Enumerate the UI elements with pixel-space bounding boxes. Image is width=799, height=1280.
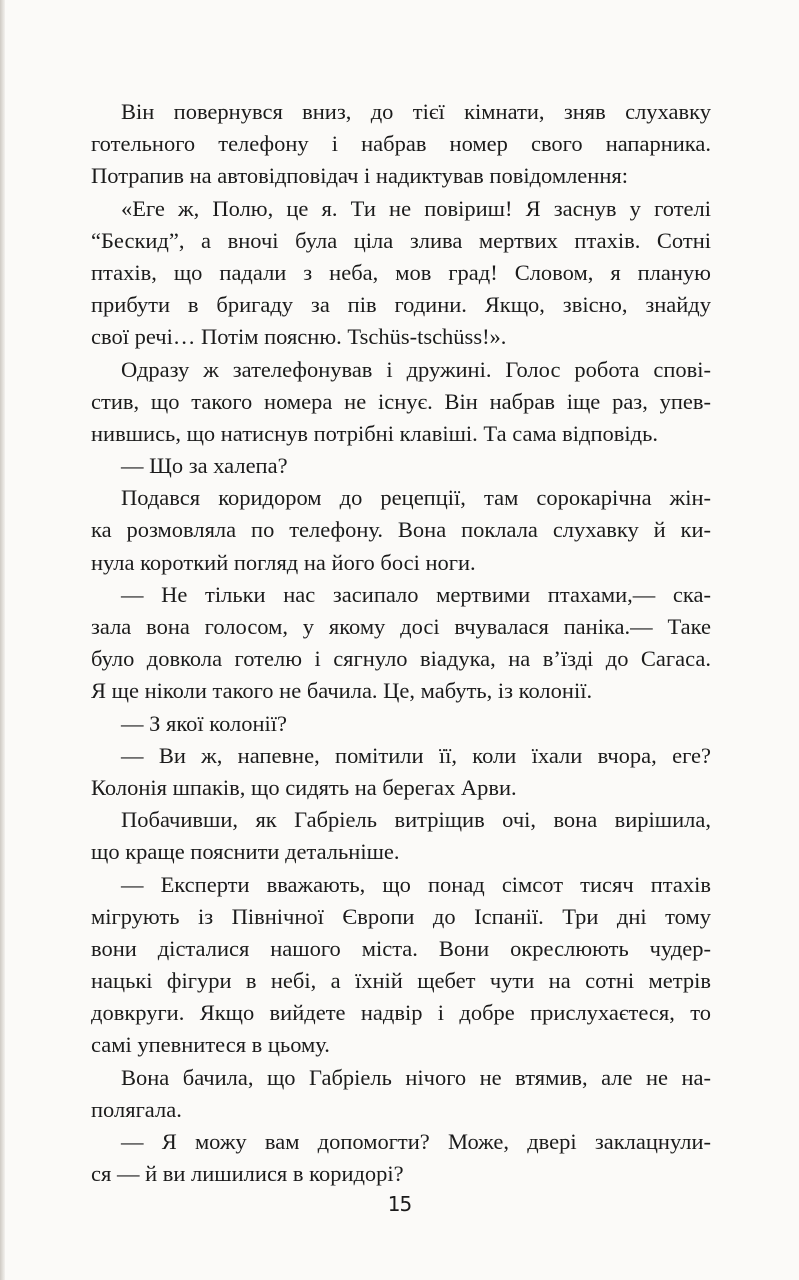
text-line: Він повернувся вниз, до тієї кімнати, зняв слухавку [121, 99, 711, 124]
text-line: ся — й ви лишилися в коридорі? [91, 1161, 404, 1187]
text-line: “Бескид”, а вночі була ціла злива мертвих птахів. Сотні [91, 227, 711, 253]
text-line: стив, що такого номера не існує. Він набрав іще раз, упев- [91, 388, 711, 414]
text-line: — Експерти вважають, що понад сімсот тисяч птахів [121, 871, 711, 897]
text-line: мігрують із Північної Європи до Іспанії. Три дні тому [91, 903, 711, 929]
text-line: «Еге ж, Полю, це я. Ти не повіриш! Я заснув у готелі [121, 195, 711, 221]
page-number: 15 [387, 1192, 412, 1216]
text-line: довкруги. Якщо вийдете надвір і добре прислухаєтеся, то [91, 1000, 711, 1026]
text-line: Подався коридором до рецепції, там сорокарічна жін- [121, 485, 711, 511]
text-line: було довкола готелю і сягнуло віадука, на в’їзді до Сагаса. [91, 646, 711, 672]
text-line: Колонія шпаків, що сидять на берегах Арви. [91, 774, 517, 800]
text-line: нацькі фігури в небі, а їхній щебет чути на сотні метрів [91, 968, 711, 994]
text-line: нула короткий погляд на його босі ноги. [91, 549, 476, 575]
page-binding-edge [0, 0, 5, 1280]
text-line: самі упевнитеся в цьому. [91, 1032, 330, 1058]
text-line: зала вона голосом, у якому досі вчувалася паніка.— Таке [91, 614, 711, 639]
text-line: — Не тільки нас засипало мертвими птахами,— ска- [121, 581, 711, 607]
text-line: що краще пояснити детальніше. [91, 839, 400, 865]
text-line: готельного телефону і набрав номер свого напарника. [91, 131, 711, 157]
text-line: Одразу ж зателефонував і дружині. Голос робота спові- [121, 356, 711, 382]
text-line: — Я можу вам допомогти? Може, двері заклацнули- [121, 1129, 711, 1154]
text-line: Потрапив на автовідповідач і надиктував повідомлення: [91, 163, 628, 189]
text-line: — Ви ж, напевне, помітили її, коли їхали вчора, еге? [121, 742, 711, 768]
text-line: птахів, що падали з неба, мов град! Словом, я планую [91, 259, 711, 285]
body-text [91, 96, 711, 1190]
text-line: нившись, що натиснув потрібні клавіші. Та сама відповідь. [91, 420, 658, 446]
text-line: Побачивши, як Габріель витріщив очі, вона вирішила, [121, 807, 711, 833]
text-line: прибути в бригаду за пів години. Якщо, звісно, знайду [91, 292, 711, 318]
text-line: ка розмовляла по телефону. Вона поклала слухавку й ки- [91, 517, 711, 543]
text-line: — З якої колонії? [121, 710, 288, 736]
text-line: — Що за халепа? [121, 453, 288, 479]
text-line: Вона бачила, що Габріель нічого не втямив, але не на- [121, 1064, 711, 1090]
text-line: Я ще ніколи такого не бачила. Це, мабуть, із колонії. [91, 678, 593, 704]
text-line: вони дісталися нашого міста. Вони окреслюють чудер- [91, 935, 711, 961]
text-line: свої речі… Потім поясню. Tschüs-tschüss!». [91, 324, 507, 350]
text-line: полягала. [91, 1096, 182, 1122]
